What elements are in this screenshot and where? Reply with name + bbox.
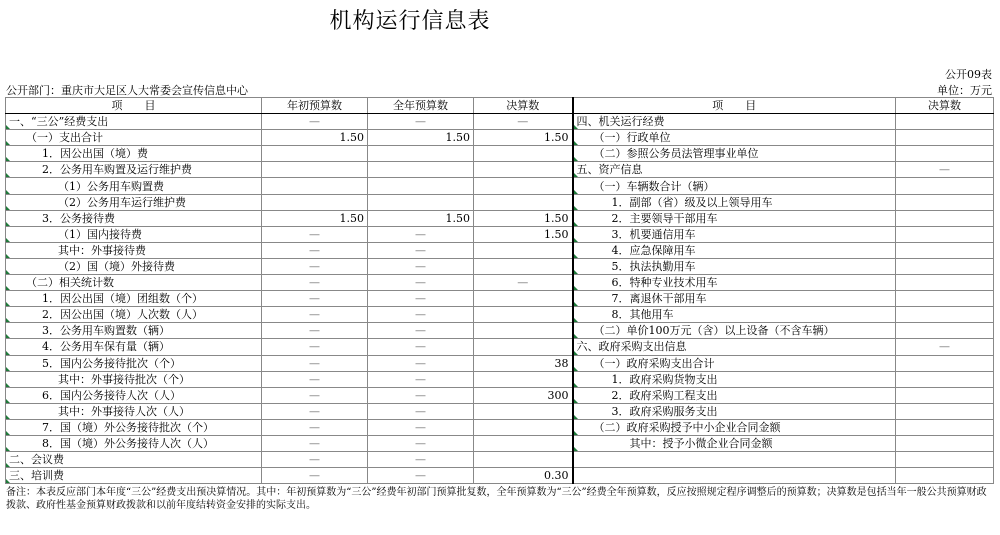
right-item-label: （二）单价100万元（含）以上设备（不含车辆）: [573, 323, 896, 339]
right-final-cell: [896, 323, 994, 339]
budget-full-cell: —: [368, 371, 474, 387]
final-cell: [474, 194, 573, 210]
budget-full-cell: —: [368, 291, 474, 307]
right-final-cell: [896, 403, 994, 419]
budget-full-cell: —: [368, 452, 474, 468]
left-item-label: 其中：外事接待费: [6, 242, 262, 258]
final-cell: [474, 291, 573, 307]
form-number: 公开09表: [945, 68, 992, 81]
budget-full-cell: [368, 146, 474, 162]
right-item-label: （一）车辆数合计（辆）: [573, 178, 896, 194]
budget-full-cell: —: [368, 258, 474, 274]
budget-full-cell: 1.50: [368, 210, 474, 226]
right-item-label: 四、机关运行经费: [573, 114, 896, 130]
final-cell: 0.30: [474, 468, 573, 484]
table-row: [6, 323, 994, 339]
left-item-label: 3．公务用车购置数（辆）: [6, 323, 262, 339]
left-item-label: 7．国（境）外公务接待批次（个）: [6, 419, 262, 435]
right-item-label: （一）行政单位: [573, 130, 896, 146]
right-item-label: 1．副部（省）级及以上领导用车: [573, 194, 896, 210]
table-row: [6, 291, 994, 307]
table-row: [6, 307, 994, 323]
budget-full-cell: —: [368, 242, 474, 258]
budget-full-cell: —: [368, 226, 474, 242]
right-item-label: 3．政府采购服务支出: [573, 403, 896, 419]
right-final-cell: [896, 194, 994, 210]
budget-initial-cell: —: [262, 258, 368, 274]
info-table: [5, 97, 994, 484]
right-final-cell: [896, 387, 994, 403]
budget-full-cell: —: [368, 387, 474, 403]
right-item-label: 2．政府采购工程支出: [573, 387, 896, 403]
footnote: 备注：本表反应部门本年度“三公”经费支出预决算情况。其中：年初预算数为“三公”经费年初部门预算批复数，全年预算数为“三公”经费全年预算数，反应按照规定程序调整后的预算数；决算数是包括当年一般公共预算财政拨款、政府性基金预算财政拨款和以前年度结转资金安排的实际支出。: [6, 487, 987, 511]
budget-full-cell: 1.50: [368, 130, 474, 146]
budget-full-cell: [368, 178, 474, 194]
table-row: [6, 452, 994, 468]
budget-full-cell: —: [368, 468, 474, 484]
final-cell: [474, 419, 573, 435]
final-cell: 1.50: [474, 226, 573, 242]
final-cell: [474, 242, 573, 258]
budget-initial-cell: [262, 194, 368, 210]
budget-full-cell: —: [368, 339, 474, 355]
right-item-label: 五、资产信息: [573, 162, 896, 178]
right-final-cell: [896, 307, 994, 323]
budget-initial-cell: —: [262, 275, 368, 291]
page-title: 机构运行信息表: [329, 9, 491, 34]
right-final-cell: —: [896, 162, 994, 178]
budget-full-cell: —: [368, 435, 474, 451]
table-header-row: [6, 98, 994, 114]
right-final-cell: [896, 146, 994, 162]
table-row: [6, 419, 994, 435]
left-item-label: 8．国（境）外公务接待人次（人）: [6, 435, 262, 451]
right-item-label: （二）参照公务员法管理事业单位: [573, 146, 896, 162]
budget-initial-cell: [262, 178, 368, 194]
right-final-cell: [896, 355, 994, 371]
budget-initial-cell: —: [262, 226, 368, 242]
right-item-label: 3．机要通信用车: [573, 226, 896, 242]
table-row: [6, 258, 994, 274]
right-final-cell: [896, 371, 994, 387]
right-item-label: 4．应急保障用车: [573, 242, 896, 258]
table-row: [6, 194, 994, 210]
budget-full-cell: —: [368, 275, 474, 291]
final-cell: 38: [474, 355, 573, 371]
right-final-cell: [896, 178, 994, 194]
left-item-label: （一）支出合计: [6, 130, 262, 146]
final-cell: [474, 403, 573, 419]
left-item-label: （1）国内接待费: [6, 226, 262, 242]
header-budget-initial: 年初预算数: [262, 98, 368, 114]
budget-full-cell: —: [368, 419, 474, 435]
budget-initial-cell: —: [262, 242, 368, 258]
table-row: [6, 435, 994, 451]
left-item-label: 三、培训费: [6, 468, 262, 484]
right-item-label: 7．离退休干部用车: [573, 291, 896, 307]
left-item-label: 1．因公出国（境）团组数（个）: [6, 291, 262, 307]
final-cell: [474, 258, 573, 274]
table-row: [6, 146, 994, 162]
right-final-cell: [896, 291, 994, 307]
left-item-label: （2）公务用车运行维护费: [6, 194, 262, 210]
table-row: [6, 162, 994, 178]
unit-label: 单位：万元: [937, 84, 992, 97]
budget-initial-cell: —: [262, 355, 368, 371]
right-final-cell: [896, 210, 994, 226]
budget-initial-cell: —: [262, 323, 368, 339]
final-cell: [474, 452, 573, 468]
left-item-label: 5．国内公务接待批次（个）: [6, 355, 262, 371]
left-item-label: 3．公务接待费: [6, 210, 262, 226]
department-label: 公开部门：重庆市大足区人大常委会宣传信息中心: [6, 84, 248, 97]
right-final-cell: [896, 130, 994, 146]
table-row: [6, 355, 994, 371]
right-item-label: 六、政府采购支出信息: [573, 339, 896, 355]
budget-initial-cell: —: [262, 435, 368, 451]
budget-initial-cell: 1.50: [262, 210, 368, 226]
right-item-label: 1．政府采购货物支出: [573, 371, 896, 387]
right-item-label: 2．主要领导干部用车: [573, 210, 896, 226]
left-item-label: （2）国（境）外接待费: [6, 258, 262, 274]
budget-initial-cell: —: [262, 307, 368, 323]
table-row: [6, 403, 994, 419]
right-item-label: （一）政府采购支出合计: [573, 355, 896, 371]
left-item-label: （二）相关统计数: [6, 275, 262, 291]
final-cell: 1.50: [474, 210, 573, 226]
right-final-cell: —: [896, 339, 994, 355]
budget-initial-cell: —: [262, 114, 368, 130]
final-cell: [474, 339, 573, 355]
budget-initial-cell: —: [262, 468, 368, 484]
right-final-cell: [896, 452, 994, 468]
table-body: [6, 114, 994, 484]
right-item-label: 5．执法执勤用车: [573, 258, 896, 274]
right-item-label: （二）政府采购授予中小企业合同金额: [573, 419, 896, 435]
right-final-cell: [896, 258, 994, 274]
left-item-label: 4．公务用车保有量（辆）: [6, 339, 262, 355]
header-left-item: 项 目: [6, 98, 262, 114]
final-cell: 300: [474, 387, 573, 403]
budget-initial-cell: —: [262, 419, 368, 435]
budget-initial-cell: 1.50: [262, 130, 368, 146]
left-item-label: 其中：外事接待人次（人）: [6, 403, 262, 419]
right-item-label: [573, 468, 896, 484]
budget-full-cell: —: [368, 114, 474, 130]
right-final-cell: [896, 114, 994, 130]
table-row: [6, 275, 994, 291]
right-item-label: 6．特种专业技术用车: [573, 275, 896, 291]
left-item-label: 2．因公出国（境）人次数（人）: [6, 307, 262, 323]
table-row: [6, 339, 994, 355]
table-row: [6, 130, 994, 146]
right-item-label: [573, 452, 896, 468]
budget-initial-cell: —: [262, 371, 368, 387]
final-cell: —: [474, 114, 573, 130]
budget-initial-cell: —: [262, 339, 368, 355]
header-final: 决算数: [474, 98, 573, 114]
budget-initial-cell: [262, 162, 368, 178]
left-item-label: 2．公务用车购置及运行维护费: [6, 162, 262, 178]
budget-full-cell: [368, 162, 474, 178]
final-cell: [474, 146, 573, 162]
header-budget-full: 全年预算数: [368, 98, 474, 114]
budget-full-cell: —: [368, 403, 474, 419]
budget-full-cell: —: [368, 355, 474, 371]
table-row: [6, 226, 994, 242]
left-item-label: （1）公务用车购置费: [6, 178, 262, 194]
table-row: [6, 468, 994, 484]
left-item-label: 6．国内公务接待人次（人）: [6, 387, 262, 403]
left-item-label: 一、“三公”经费支出: [6, 114, 262, 130]
budget-initial-cell: [262, 146, 368, 162]
final-cell: [474, 162, 573, 178]
right-final-cell: [896, 275, 994, 291]
budget-full-cell: —: [368, 323, 474, 339]
right-final-cell: [896, 419, 994, 435]
final-cell: 1.50: [474, 130, 573, 146]
right-final-cell: [896, 242, 994, 258]
header-right-item: 项 目: [573, 98, 896, 114]
table-row: [6, 178, 994, 194]
left-item-label: 其中：外事接待批次（个）: [6, 371, 262, 387]
table-row: [6, 387, 994, 403]
table-row: [6, 210, 994, 226]
final-cell: [474, 371, 573, 387]
right-item-label: 8．其他用车: [573, 307, 896, 323]
budget-initial-cell: —: [262, 403, 368, 419]
left-item-label: 1．因公出国（境）费: [6, 146, 262, 162]
header-right-final: 决算数: [896, 98, 994, 114]
final-cell: [474, 178, 573, 194]
left-item-label: 二、会议费: [6, 452, 262, 468]
final-cell: [474, 307, 573, 323]
final-cell: [474, 323, 573, 339]
final-cell: —: [474, 275, 573, 291]
right-final-cell: [896, 435, 994, 451]
right-item-label: 其中：授予小微企业合同金额: [573, 435, 896, 451]
table-row: [6, 114, 994, 130]
budget-full-cell: —: [368, 307, 474, 323]
right-final-cell: [896, 226, 994, 242]
table-row: [6, 242, 994, 258]
budget-initial-cell: —: [262, 291, 368, 307]
table-row: [6, 371, 994, 387]
final-cell: [474, 435, 573, 451]
budget-initial-cell: —: [262, 387, 368, 403]
right-final-cell: [896, 468, 994, 484]
budget-initial-cell: —: [262, 452, 368, 468]
budget-full-cell: [368, 194, 474, 210]
